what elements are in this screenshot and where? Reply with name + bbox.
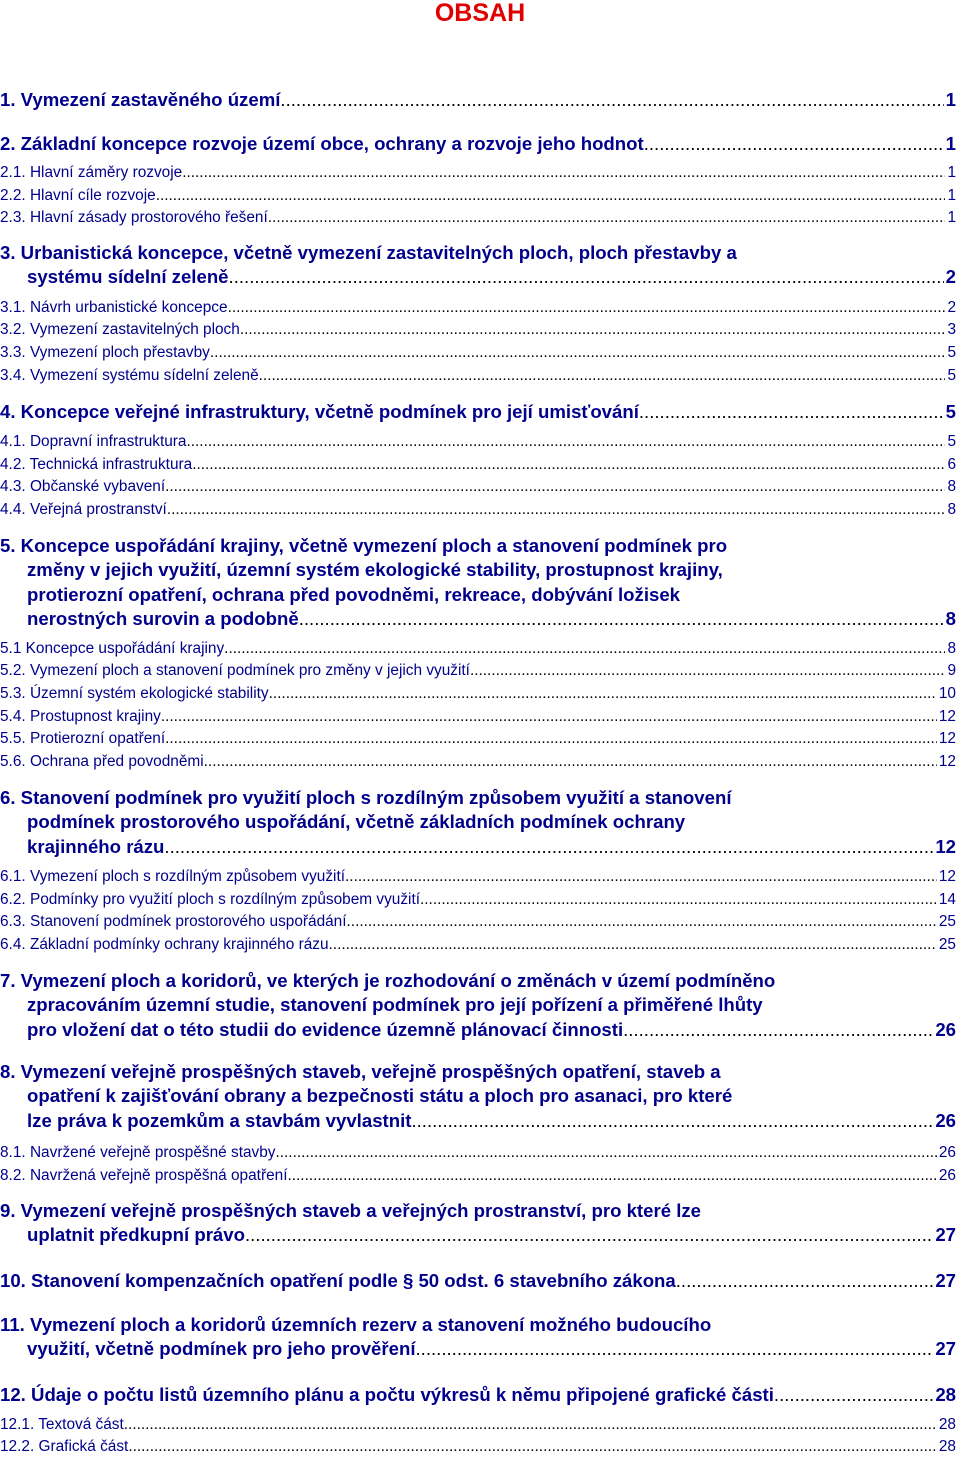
toc-entry-text: 1. Vymezení zastavěného území — [0, 89, 281, 110]
page-number: 28 — [938, 1416, 956, 1433]
toc-subchapter[interactable] — [0, 186, 956, 206]
toc-entry-text: lze práva k pozemkům a stavbám vyvlastnit — [27, 1109, 412, 1131]
dot-leader — [269, 684, 937, 704]
toc-subchapter[interactable] — [0, 1415, 956, 1435]
toc-subchapter[interactable] — [0, 298, 956, 318]
page-number: 28 — [938, 1438, 956, 1455]
dot-leader — [275, 1143, 936, 1163]
toc-chapter[interactable] — [0, 88, 956, 112]
toc-entry-text: 2.3. Hlavní zásady prostorového řešení — [0, 209, 268, 226]
dot-leader — [299, 607, 944, 631]
toc-chapter[interactable] — [0, 132, 956, 156]
toc-entry-text: 5.5. Protierozní opatření — [0, 730, 166, 747]
page-number: 26 — [935, 1018, 956, 1040]
page-number: 27 — [935, 1224, 956, 1246]
dot-leader — [164, 835, 933, 859]
toc-subchapter[interactable] — [0, 432, 956, 452]
toc-chapter[interactable] — [0, 241, 956, 290]
page-number: 1 — [947, 209, 956, 226]
page-number: 8 — [947, 478, 956, 495]
toc-chapter[interactable] — [0, 1060, 956, 1133]
dot-leader — [420, 890, 937, 910]
toc-chapter[interactable] — [0, 1269, 956, 1293]
toc-subchapter[interactable] — [0, 661, 956, 681]
toc-entry-text: pro vložení dat o této studii do evidence územně plánovací činnosti — [27, 1018, 624, 1040]
page-number: 26 — [938, 1167, 956, 1184]
dot-leader — [676, 1269, 934, 1293]
toc-subchapter[interactable] — [0, 455, 956, 475]
dot-leader — [287, 1166, 936, 1186]
toc-entry-text: 2.2. Hlavní cíle rozvoje — [0, 187, 156, 204]
toc-entry-text: 4.2. Technická infrastruktura — [0, 456, 193, 473]
page-number: 12 — [938, 708, 956, 725]
toc-subchapter[interactable] — [0, 707, 956, 727]
dot-leader — [345, 867, 937, 887]
toc-entry-text: 6.4. Základní podmínky ochrany krajinného rázu — [0, 936, 329, 953]
toc-entry-text: změny v jejich využití, územní systém ekologické stability, prostupnost krajiny, — [27, 559, 723, 581]
toc-entry-text: 6.1. Vymezení ploch s rozdílným způsobem využití — [0, 868, 346, 885]
toc-entry-text: nerostných surovin a podobně — [27, 608, 299, 630]
toc-entry-text: 3. Urbanistická koncepce, včetně vymezení zastavitelných ploch, ploch přestavby a — [0, 242, 737, 263]
toc-entry-text: zpracováním územní studie, stanovení podmínek pro její pořízení a přiměřené lhůty — [27, 994, 763, 1016]
toc-entry-text: 3.1. Návrh urbanistické koncepce — [0, 299, 228, 316]
dot-leader — [192, 455, 945, 475]
toc-entry-text: 5.1 Koncepce uspořádání krajiny — [0, 640, 225, 657]
page-number: 9 — [947, 662, 956, 679]
toc-entry-text: 3.4. Vymezení systému sídelní zeleně — [0, 367, 259, 384]
page-number: 26 — [935, 1109, 956, 1131]
toc-entry-text: 3.3. Vymezení ploch přestavby — [0, 344, 210, 361]
toc-chapter[interactable] — [0, 786, 956, 859]
page-number: 5 — [947, 344, 956, 361]
toc-entry-text: 6. Stanovení podmínek pro využití ploch s rozdílným způsobem využití a stanovení — [0, 787, 732, 808]
page-number: 6 — [947, 456, 956, 473]
page-number: 2 — [945, 266, 956, 288]
toc-entry-text: 8.2. Navržená veřejně prospěšná opatření — [0, 1167, 288, 1184]
dot-leader — [470, 661, 946, 681]
toc-entry-text: 5.2. Vymezení ploch a stanovení podmínek pro změny v jejich využití — [0, 662, 470, 679]
toc-subchapter[interactable] — [0, 1143, 956, 1163]
toc-subchapter[interactable] — [0, 500, 956, 520]
toc-entry-text: 10. Stanovení kompenzačních opatření podle § 50 odst. 6 stavebního zákona — [0, 1270, 676, 1291]
dot-leader — [204, 752, 937, 772]
page-number: 12 — [938, 753, 956, 770]
page-number: 5 — [945, 401, 956, 422]
dot-leader — [280, 88, 943, 112]
page-number: 10 — [938, 685, 956, 702]
page-number: 1 — [947, 164, 956, 181]
page-number: 25 — [938, 913, 956, 930]
toc-subchapter[interactable] — [0, 684, 956, 704]
page-number: 12 — [938, 730, 956, 747]
page-number: 1 — [947, 187, 956, 204]
page-number: 8 — [947, 640, 956, 657]
dot-leader — [411, 1109, 933, 1133]
toc-entry-text: 4.1. Dopravní infrastruktura — [0, 433, 187, 450]
toc-subchapter[interactable] — [0, 912, 956, 932]
toc-entry-text: 5. Koncepce uspořádání krajiny, včetně vymezení ploch a stanovení podmínek pro — [0, 535, 728, 556]
dot-leader — [259, 366, 946, 386]
toc-entry-text: krajinného rázu — [27, 835, 165, 857]
toc-subchapter[interactable] — [0, 477, 956, 497]
toc-subchapter[interactable] — [0, 867, 956, 887]
toc-entry-text: uplatnit předkupní právo — [27, 1224, 245, 1246]
toc-entry-text: 2.1. Hlavní záměry rozvoje — [0, 164, 183, 181]
toc-chapter[interactable] — [0, 400, 956, 424]
dot-leader — [224, 639, 945, 659]
toc-entry-text: 6.2. Podmínky pro využití ploch s rozdílným způsobem využití — [0, 891, 420, 908]
page-number: 12 — [935, 835, 956, 857]
page-number: 25 — [938, 936, 956, 953]
dot-leader — [347, 912, 937, 932]
dot-leader — [186, 432, 945, 452]
toc-chapter[interactable] — [0, 1199, 956, 1248]
dot-leader — [165, 477, 945, 497]
toc-entry-text: 5.6. Ochrana před povodněmi — [0, 753, 204, 770]
toc-entry-text: 5.3. Územní systém ekologické stability — [0, 685, 269, 702]
page-title: OBSAH — [434, 0, 526, 27]
page-number: 8 — [945, 608, 956, 630]
toc-subchapter[interactable] — [0, 1166, 956, 1186]
toc-subchapter[interactable] — [0, 366, 956, 386]
page-number: 27 — [935, 1270, 956, 1291]
toc-entry-text: podmínek prostorového uspořádání, včetně základních podmínek ochrany — [27, 811, 686, 833]
toc-entry-text: 6.3. Stanovení podmínek prostorového uspořádání — [0, 913, 347, 930]
dot-leader — [245, 1223, 933, 1247]
dot-leader — [128, 1437, 937, 1457]
page-number: 2 — [947, 299, 956, 316]
dot-leader — [416, 1337, 934, 1361]
toc-entry-text: 9. Vymezení veřejně prospěšných staveb a veřejných prostranství, pro které lze — [0, 1200, 702, 1221]
page-number: 1 — [945, 89, 956, 110]
toc-chapter[interactable] — [0, 1313, 956, 1362]
toc-entry-text: 4.4. Veřejná prostranství — [0, 501, 167, 518]
dot-leader — [161, 707, 937, 727]
toc-entry-text: 7. Vymezení ploch a koridorů, ve kterých je rozhodování o změnách v území podmíněno — [0, 970, 776, 991]
page-number: 5 — [947, 433, 956, 450]
page-number: 14 — [938, 891, 956, 908]
toc-subchapter[interactable] — [0, 163, 956, 183]
toc-entry-text: 5.4. Prostupnost krajiny — [0, 708, 161, 725]
toc-entry-text: 8.1. Navržené veřejně prospěšné stavby — [0, 1144, 276, 1161]
toc-entry-text: 3.2. Vymezení zastavitelných ploch — [0, 321, 240, 338]
page-number: 26 — [938, 1144, 956, 1161]
toc-chapter[interactable] — [0, 969, 956, 1042]
dot-leader — [644, 132, 944, 156]
toc-subchapter[interactable] — [0, 935, 956, 955]
toc-entry-text: 12.1. Textová část — [0, 1416, 124, 1433]
toc-subchapter[interactable] — [0, 320, 956, 340]
dot-leader — [156, 186, 946, 206]
page-number: 8 — [947, 501, 956, 518]
toc-entry-text: 4. Koncepce veřejné infrastruktury, včetně podmínek pro její umisťování — [0, 401, 639, 422]
toc-entry-text: 4.3. Občanské vybavení — [0, 478, 166, 495]
dot-leader — [639, 400, 944, 424]
dot-leader — [182, 163, 945, 183]
page-number: 12 — [938, 868, 956, 885]
page-number: 27 — [935, 1338, 956, 1360]
toc-chapter[interactable] — [0, 1383, 956, 1407]
toc-entry-text: opatření k zajišťování obrany a bezpečnosti státu a ploch pro asanaci, pro které — [27, 1085, 733, 1107]
toc-subchapter[interactable] — [0, 639, 956, 659]
toc-entry-text: 11. Vymezení ploch a koridorů územních rezerv a stanovení možného budoucího — [0, 1314, 712, 1335]
toc-entry-text: 12. Údaje o počtu listů územního plánu a počtu výkresů k němu připojené grafické části — [0, 1384, 774, 1405]
page-number: 5 — [947, 367, 956, 384]
toc-entry-text: systému sídelní zeleně — [27, 266, 229, 288]
toc-entry-text: 2. Základní koncepce rozvoje území obce, ochrany a rozvoje jeho hodnot — [0, 133, 644, 154]
toc-entry-text: 8. Vymezení veřejně prospěšných staveb, veřejně prospěšných opatření, staveb a — [0, 1061, 721, 1082]
dot-leader — [329, 935, 937, 955]
toc-subchapter[interactable] — [0, 343, 956, 363]
dot-leader — [268, 208, 946, 228]
dot-leader — [228, 298, 946, 318]
toc-entry-text: 12.2. Grafická část — [0, 1438, 129, 1455]
page-number: 1 — [945, 133, 956, 154]
toc-chapter[interactable] — [0, 534, 956, 632]
toc-entry-text: využití, včetně podmínek pro jeho prověření — [27, 1338, 416, 1360]
toc-subchapter[interactable] — [0, 752, 956, 772]
dot-leader — [623, 1018, 933, 1042]
toc-subchapter[interactable] — [0, 1437, 956, 1457]
toc-entry-text: protierozní opatření, ochrana před povodněmi, rekreace, dobývání ložisek — [27, 583, 681, 605]
dot-leader — [124, 1415, 937, 1435]
toc-subchapter[interactable] — [0, 890, 956, 910]
dot-leader — [165, 729, 937, 749]
dot-leader — [229, 265, 944, 289]
toc-subchapter[interactable] — [0, 208, 956, 228]
dot-leader — [167, 500, 946, 520]
page-number: 28 — [935, 1384, 956, 1405]
dot-leader — [240, 320, 946, 340]
toc-subchapter[interactable] — [0, 729, 956, 749]
dot-leader — [774, 1383, 933, 1407]
dot-leader — [210, 343, 946, 363]
page-number: 3 — [947, 321, 956, 338]
